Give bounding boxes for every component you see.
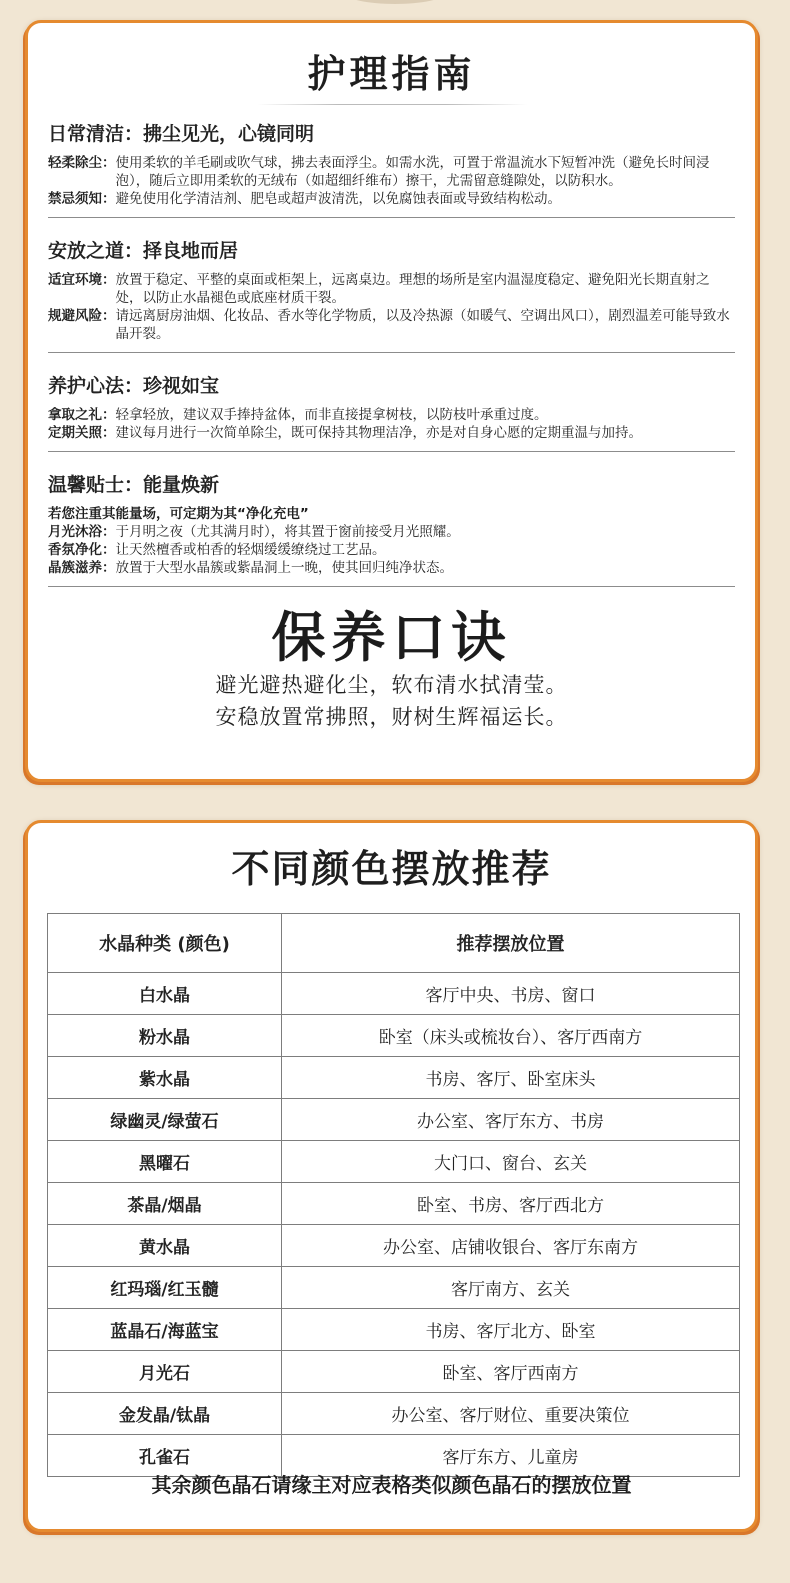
table-row	[48, 1015, 740, 1057]
guide-item	[48, 154, 735, 190]
motto-line: 避光避热避化尘，软布清水拭清莹。	[215, 673, 568, 697]
table-row	[48, 973, 740, 1015]
crystal-kind-cell: 紫水晶	[48, 1057, 282, 1099]
crystal-kind-cell: 红玛瑙/红玉髓	[48, 1267, 282, 1309]
guide-item	[48, 559, 735, 577]
placement-card	[25, 820, 758, 1532]
location-cell: 办公室、客厅财位、重要决策位	[282, 1393, 740, 1435]
item-text: 请远离厨房油烟、化妆品、香水等化学物质，以及冷热源（如暖气、空调出风口），剧烈温差可能导致水晶开裂。	[115, 308, 730, 342]
section-heading: 养护心法：珍视如宝	[48, 375, 220, 397]
crystal-kind-cell: 黄水晶	[48, 1225, 282, 1267]
location-cell: 办公室、客厅东方、书房	[282, 1099, 740, 1141]
guide-item	[48, 541, 735, 559]
item-text: 于月明之夜（尤其满月时），将其置于窗前接受月光照耀。	[115, 524, 460, 540]
placement-title: 不同颜色摆放推荐	[231, 846, 552, 891]
care-guide-card	[25, 20, 758, 782]
location-cell: 大门口、窗台、玄关	[282, 1141, 740, 1183]
table-row	[48, 1309, 740, 1351]
item-label: 定期关照：	[48, 425, 116, 441]
item-text: 放置于大型水晶簇或紫晶洞上一晚，使其回归纯净状态。	[115, 560, 453, 576]
table-header-row	[48, 914, 740, 973]
table-row	[48, 1393, 740, 1435]
guide-item	[48, 406, 735, 424]
guide-item	[48, 271, 735, 307]
crystal-kind-cell: 孔雀石	[48, 1435, 282, 1477]
item-text: 避免使用化学清洁剂、肥皂或超声波清洗，以免腐蚀表面或导致结构松动。	[115, 191, 561, 207]
placement-table	[47, 913, 740, 1477]
section-maintenance	[48, 353, 735, 452]
guide-item	[48, 190, 735, 208]
location-cell: 书房、客厅、卧室床头	[282, 1057, 740, 1099]
section-placement	[48, 218, 735, 353]
item-label: 适宜环境：	[48, 272, 116, 288]
location-cell: 办公室、店铺收银台、客厅东南方	[282, 1225, 740, 1267]
table-body	[48, 973, 740, 1477]
location-cell: 书房、客厅北方、卧室	[282, 1309, 740, 1351]
table-row	[48, 1225, 740, 1267]
motto-title: 保养口诀	[271, 605, 512, 669]
item-text: 放置于稳定、平整的桌面或柜架上，远离桌边。理想的场所是室内温湿度稳定、避免阳光长期直射之处，以防止水晶褪色或底座材质干裂。	[115, 272, 710, 306]
item-label: 香氛净化：	[48, 542, 116, 558]
crystal-kind-cell: 茶晶/烟晶	[48, 1183, 282, 1225]
location-cell: 客厅东方、儿童房	[282, 1435, 740, 1477]
item-label: 月光沐浴：	[48, 524, 116, 540]
crystal-kind-cell: 蓝晶石/海蓝宝	[48, 1309, 282, 1351]
item-text: 使用柔软的羊毛刷或吹气球，拂去表面浮尘。如需水洗，可置于常温流水下短暂冲洗（避免长时间浸泡），随后立即用柔软的无绒布（如超细纤维布）擦干，尤需留意缝隙处，以防积水。	[115, 155, 710, 189]
item-text: 轻拿轻放，建议双手捧持盆体，而非直接提拿树枝，以防枝叶承重过度。	[115, 407, 548, 423]
crystal-kind-cell: 粉水晶	[48, 1015, 282, 1057]
column-header-location: 推荐摆放位置	[282, 914, 740, 973]
item-text: 建议每月进行一次简单除尘，既可保持其物理洁净，亦是对自身心愿的定期重温与加持。	[115, 425, 642, 441]
table-row	[48, 1141, 740, 1183]
column-header-kind: 水晶种类 (颜色)	[48, 914, 282, 973]
section-heading: 温馨贴士：能量焕新	[48, 474, 220, 496]
section-heading: 日常清洁：拂尘见光，心镜同明	[48, 123, 315, 145]
section-daily-cleaning	[48, 105, 735, 218]
location-cell: 客厅南方、玄关	[282, 1267, 740, 1309]
tips-lead: 若您注重其能量场，可定期为其“净化充电”	[48, 506, 309, 522]
crystal-kind-cell: 绿幽灵/绿萤石	[48, 1099, 282, 1141]
crystal-kind-cell: 黑曜石	[48, 1141, 282, 1183]
crystal-kind-cell: 白水晶	[48, 973, 282, 1015]
location-cell: 卧室（床头或梳妆台）、客厅西南方	[282, 1015, 740, 1057]
item-label: 轻柔除尘：	[48, 155, 116, 171]
item-label: 晶簇滋养：	[48, 560, 116, 576]
table-row	[48, 1267, 740, 1309]
guide-item	[48, 523, 735, 541]
section-tips	[48, 452, 735, 587]
item-text: 让天然檀香或柏香的轻烟缓缓缭绕过工艺品。	[115, 542, 386, 558]
location-cell: 卧室、客厅西南方	[282, 1351, 740, 1393]
table-row	[48, 1057, 740, 1099]
crystal-kind-cell: 月光石	[48, 1351, 282, 1393]
table-row	[48, 1183, 740, 1225]
care-guide-title: 护理指南	[307, 51, 476, 96]
location-cell: 卧室、书房、客厅西北方	[282, 1183, 740, 1225]
item-label: 拿取之礼：	[48, 407, 116, 423]
section-heading: 安放之道：择良地而居	[48, 240, 239, 262]
item-label: 禁忌须知：	[48, 191, 116, 207]
guide-item	[48, 307, 735, 343]
item-label: 规避风险：	[48, 308, 116, 324]
motto-line: 安稳放置常拂照，财树生辉福运长。	[215, 705, 568, 729]
top-decoration	[345, 0, 445, 4]
table-row	[48, 1099, 740, 1141]
table-row	[48, 1351, 740, 1393]
placement-footnote: 其余颜色晶石请缘主对应表格类似颜色晶石的摆放位置	[151, 1473, 632, 1497]
crystal-kind-cell: 金发晶/钛晶	[48, 1393, 282, 1435]
location-cell: 客厅中央、书房、窗口	[282, 973, 740, 1015]
guide-item	[48, 424, 735, 442]
